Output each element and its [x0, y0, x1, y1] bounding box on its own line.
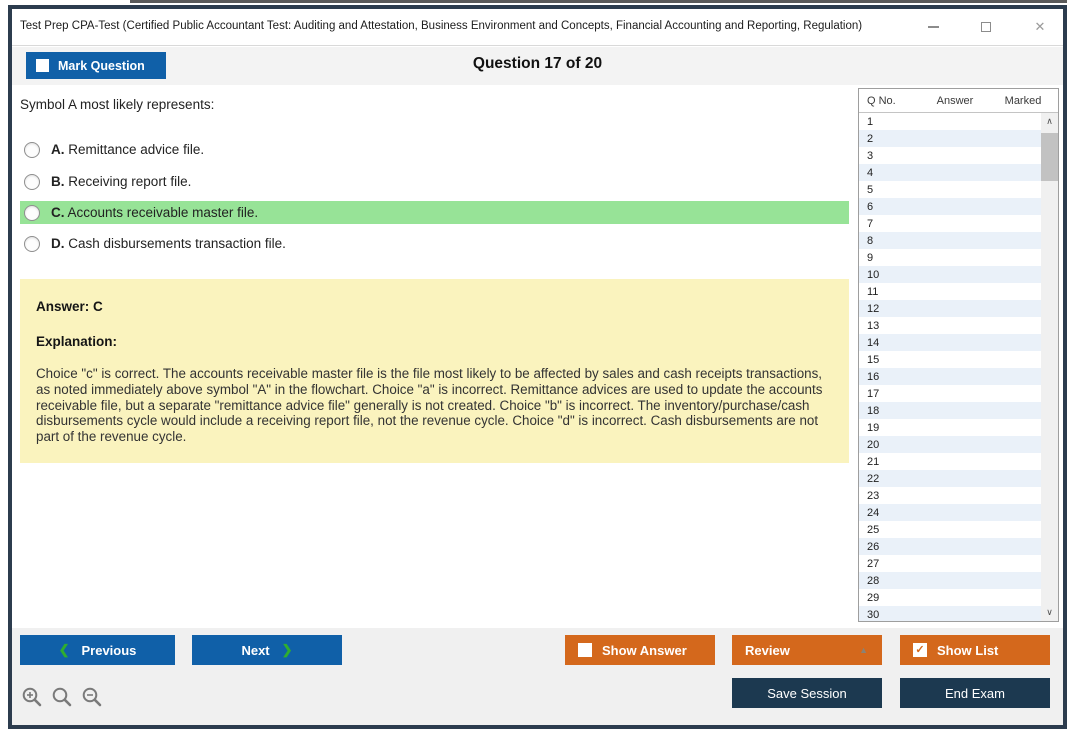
column-header-marked[interactable]: Marked	[1004, 95, 1042, 107]
explanation-label: Explanation:	[36, 334, 118, 349]
option-a[interactable]	[20, 138, 849, 161]
radio-button-c[interactable]	[24, 205, 40, 221]
row-question-number: 16	[867, 370, 880, 383]
row-question-number: 28	[867, 574, 880, 587]
question-counter: Question 17 of 20	[472, 55, 603, 72]
row-question-number: 2	[867, 132, 874, 145]
question-list-row[interactable]	[859, 470, 1041, 487]
answer-label: Answer: C	[36, 299, 103, 314]
scroll-down-icon[interactable]: ∨	[1046, 607, 1053, 617]
row-question-number: 26	[867, 540, 880, 553]
question-list-row[interactable]	[859, 419, 1041, 436]
zoom-out-icon[interactable]	[80, 685, 104, 709]
previous-button[interactable]	[20, 635, 175, 665]
review-dropdown-button[interactable]	[732, 635, 882, 665]
footer-bar	[12, 628, 1063, 725]
save-session-button[interactable]	[732, 678, 882, 708]
window-title: Test Prep CPA-Test (Certified Public Accountant Test: Auditing and Attestation, Business Environment and Concepts, Financial Accounting and Reporting, Regulation)	[20, 20, 863, 32]
zoom-in-icon[interactable]	[20, 685, 44, 709]
minimize-button[interactable]	[918, 15, 948, 39]
row-question-number: 15	[867, 353, 880, 366]
question-list-row[interactable]	[859, 215, 1041, 232]
question-list-row[interactable]	[859, 385, 1041, 402]
question-list-row[interactable]	[859, 198, 1041, 215]
row-question-number: 13	[867, 319, 880, 332]
row-question-number: 10	[867, 268, 880, 281]
option-a-label: A. Remittance advice file.	[51, 142, 205, 157]
question-list-row[interactable]	[859, 113, 1041, 130]
question-list-row[interactable]	[859, 555, 1041, 572]
question-list-row[interactable]	[859, 572, 1041, 589]
row-question-number: 4	[867, 166, 874, 179]
show-answer-checkbox[interactable]	[578, 643, 592, 657]
question-list-row[interactable]	[859, 232, 1041, 249]
mark-question-label: Mark Question	[58, 58, 145, 73]
row-question-number: 19	[867, 421, 880, 434]
question-list-panel	[858, 88, 1059, 622]
close-button[interactable]: ✕	[1034, 19, 1046, 34]
end-exam-button[interactable]	[900, 678, 1050, 708]
radio-button-a[interactable]	[24, 142, 40, 158]
row-question-number: 29	[867, 591, 880, 604]
option-b-label: B. Receiving report file.	[51, 174, 192, 189]
question-list-row[interactable]	[859, 130, 1041, 147]
question-list-row[interactable]	[859, 538, 1041, 555]
question-list-row[interactable]	[859, 351, 1041, 368]
answer-explanation-panel	[20, 279, 849, 463]
zoom-toolbar	[20, 685, 104, 709]
dropdown-up-arrow-icon: ▲	[859, 645, 868, 655]
option-c-label: C. Accounts receivable master file.	[51, 205, 259, 220]
next-label: Next	[241, 642, 270, 658]
row-question-number: 25	[867, 523, 880, 536]
end-exam-label: End Exam	[945, 685, 1005, 701]
column-header-qno[interactable]: Q No.	[867, 95, 896, 107]
show-list-button[interactable]	[900, 635, 1050, 665]
question-list-row[interactable]	[859, 436, 1041, 453]
next-button[interactable]	[192, 635, 342, 665]
save-session-label: Save Session	[767, 685, 847, 701]
background-window-edge	[130, 0, 1067, 3]
radio-button-d[interactable]	[24, 236, 40, 252]
row-question-number: 11	[867, 285, 879, 298]
question-list-row[interactable]	[859, 317, 1041, 334]
row-question-number: 20	[867, 438, 880, 451]
previous-label: Previous	[81, 642, 137, 658]
question-list-row[interactable]	[859, 487, 1041, 504]
question-list-row[interactable]	[859, 453, 1041, 470]
row-question-number: 22	[867, 472, 880, 485]
explanation-text: Choice "c" is correct. The accounts receivable master file is the file most likely to be affected by sales and cash receipts transactions, as noted immediately above symbol "A" in the flowchart. Choice "a" is incorrect. Remittance advices are used to update the accounts receivable file, but a separate "remittance advice file" generally is not created. Choice "b" is incorrect. The inventory/purchase/cash disbursements cycle would include a receiving report file, not the revenue cycle. Choice "d" is incorrect. Cash disbursements are not part of the revenue cycle.	[36, 366, 823, 444]
row-question-number: 1	[867, 115, 874, 128]
show-list-label: Show List	[937, 642, 999, 658]
maximize-button[interactable]	[971, 15, 1001, 39]
row-question-number: 5	[867, 183, 874, 196]
row-question-number: 21	[867, 455, 880, 468]
question-text: Symbol A most likely represents:	[20, 97, 215, 112]
option-c[interactable]	[20, 201, 849, 224]
row-question-number: 7	[867, 217, 874, 230]
question-list-row[interactable]	[859, 334, 1041, 351]
question-list-header	[859, 89, 1058, 113]
row-question-number: 17	[867, 387, 880, 400]
question-list-row[interactable]	[859, 402, 1041, 419]
question-list-row[interactable]	[859, 181, 1041, 198]
chevron-left-icon: ❮	[58, 642, 70, 657]
question-list-scrollbar[interactable]	[1041, 113, 1058, 621]
question-list-row[interactable]	[859, 606, 1041, 621]
row-question-number: 24	[867, 506, 880, 519]
row-question-number: 3	[867, 149, 874, 162]
question-list-row[interactable]	[859, 147, 1041, 164]
app-window	[8, 5, 1067, 729]
question-list-row[interactable]	[859, 589, 1041, 606]
row-question-number: 18	[867, 404, 880, 417]
maximize-icon	[981, 22, 991, 32]
option-d-label: D. Cash disbursements transaction file.	[51, 236, 286, 251]
row-question-number: 27	[867, 557, 880, 570]
header-band	[12, 47, 1063, 85]
row-question-number: 30	[867, 608, 880, 621]
chevron-right-icon: ❯	[281, 642, 293, 657]
question-list-row[interactable]	[859, 368, 1041, 385]
row-question-number: 6	[867, 200, 874, 213]
question-list-row[interactable]	[859, 249, 1041, 266]
scroll-up-icon[interactable]: ∧	[1046, 116, 1053, 126]
column-header-answer[interactable]: Answer	[936, 95, 974, 107]
show-answer-button[interactable]	[565, 635, 715, 665]
show-list-checkbox[interactable]: ✓	[913, 643, 927, 657]
option-d[interactable]	[20, 232, 849, 255]
question-list-row[interactable]	[859, 266, 1041, 283]
radio-button-b[interactable]	[24, 174, 40, 190]
row-question-number: 14	[867, 336, 880, 349]
scrollbar-thumb[interactable]	[1041, 133, 1058, 181]
row-question-number: 23	[867, 489, 880, 502]
question-list-row[interactable]	[859, 283, 1041, 300]
show-answer-label: Show Answer	[602, 642, 687, 658]
title-bar	[12, 9, 1063, 46]
review-label: Review	[745, 642, 790, 658]
question-list-body	[859, 113, 1041, 621]
question-list-row[interactable]	[859, 164, 1041, 181]
option-b[interactable]	[20, 170, 849, 193]
row-question-number: 9	[867, 251, 874, 264]
question-list-row[interactable]	[859, 521, 1041, 538]
question-list-row[interactable]	[859, 504, 1041, 521]
row-question-number: 8	[867, 234, 874, 247]
row-question-number: 12	[867, 302, 880, 315]
zoom-reset-icon[interactable]	[50, 685, 74, 709]
minimize-icon	[928, 26, 939, 28]
question-list-row[interactable]	[859, 300, 1041, 317]
